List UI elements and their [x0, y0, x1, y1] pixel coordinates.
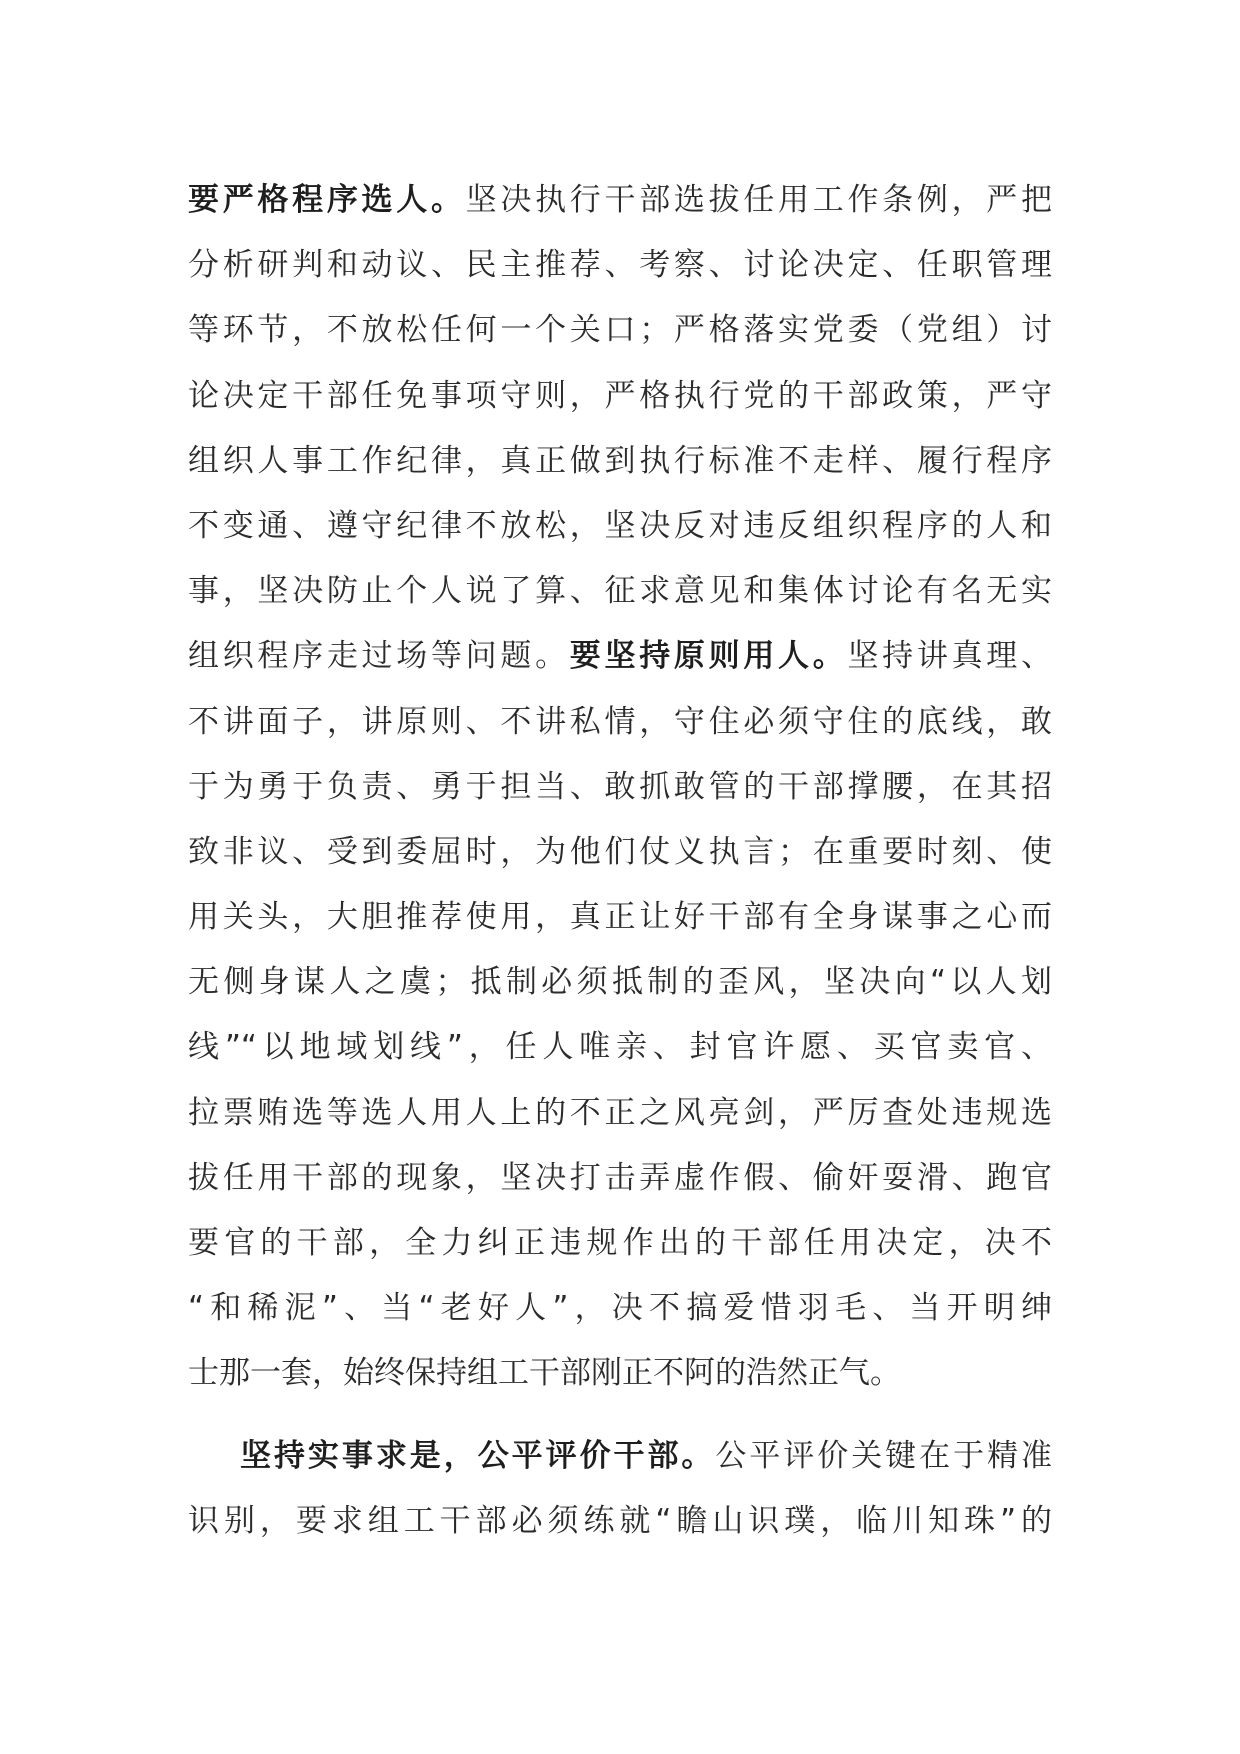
text-run: 士那一套，始终保持组工干部刚正不阿的浩然正气。 [188, 1355, 901, 1392]
text-line [188, 820, 1052, 885]
text-line [188, 559, 1052, 624]
text-run: “和稀泥”、当“老好人”，决不搞爱惜羽毛、当开明绅 [188, 1290, 1052, 1327]
text-run: 不讲面子，讲原则、不讲私情，守住必须守住的底线，敢 [188, 703, 1052, 740]
text-line [188, 494, 1052, 559]
text-line [188, 1276, 1052, 1341]
text-line [188, 1081, 1052, 1146]
body-paragraph [188, 1424, 1052, 1554]
text-run: 要官的干部，全力纠正违规作出的干部任用决定，决不 [188, 1225, 1052, 1261]
text-run: 分析研判和动议、民主推荐、考察、讨论决定、任职管理 [188, 247, 1052, 284]
text-run: 不变通、遵守纪律不放松，坚决反对违反组织程序的人和 [188, 507, 1052, 544]
text-run: 论决定干部任免事项守则，严格执行党的干部政策，严守 [188, 377, 1052, 414]
section-heading-strict-procedure: 要严格程序选人。 [188, 182, 466, 218]
text-line [188, 364, 1052, 429]
text-line [188, 429, 1052, 494]
text-line [188, 1341, 1052, 1406]
text-run: 无侧身谋人之虞；抵制必须抵制的歪风，坚决向“以人划 [188, 964, 1052, 1001]
text-run: 组织程序走过场等问题。 [188, 638, 570, 675]
text-run: 致非议、受到委屈时，为他们仗义执言；在重要时刻、使 [188, 833, 1052, 870]
text-run: 事，坚决防止个人说了算、征求意见和集体讨论有名无实 [188, 573, 1052, 610]
text-line [188, 298, 1052, 363]
text-run: 坚决执行干部选拔任用工作条例，严把 [465, 182, 1053, 218]
text-line [188, 1015, 1052, 1080]
text-run: 组织人事工作纪律，真正做到执行标准不走样、履行程序 [188, 442, 1052, 479]
text-line [188, 950, 1052, 1015]
text-run: 拉票贿选等选人用人上的不正之风亮剑，严厉查处违规选 [188, 1094, 1052, 1131]
text-line [188, 690, 1052, 755]
section-heading-principled-appointment: 要坚持原则用人。 [569, 638, 848, 675]
text-run: 于为勇于负责、勇于担当、敢抓敢管的干部撑腰，在其招 [188, 768, 1052, 805]
text-line [188, 755, 1052, 820]
text-line [188, 885, 1052, 950]
text-line [188, 1146, 1052, 1211]
body-paragraph [188, 168, 1052, 1407]
text-line [188, 168, 1052, 233]
text-line [188, 233, 1052, 298]
text-run: 公平评价关键在于精准 [715, 1438, 1052, 1474]
section-heading-fair-evaluation: 坚持实事求是，公平评价干部。 [240, 1438, 716, 1474]
text-line [188, 1424, 1052, 1489]
text-run: 拔任用干部的现象，坚决打击弄虚作假、偷奸耍滑、跑官 [188, 1159, 1052, 1196]
text-run: 等环节，不放松任何一个关口；严格落实党委（党组）讨 [188, 312, 1052, 349]
text-run: 线”“以地域划线”，任人唯亲、封官许愿、买官卖官、 [188, 1029, 1052, 1066]
text-run: 坚持讲真理、 [847, 638, 1053, 675]
text-line [188, 624, 1052, 689]
text-run: 识别，要求组工干部必须练就“瞻山识璞，临川知珠”的 [188, 1503, 1052, 1540]
text-line [188, 1211, 1052, 1276]
text-line [188, 1489, 1052, 1554]
text-run: 用关头，大胆推荐使用，真正让好干部有全身谋事之心而 [188, 899, 1052, 936]
